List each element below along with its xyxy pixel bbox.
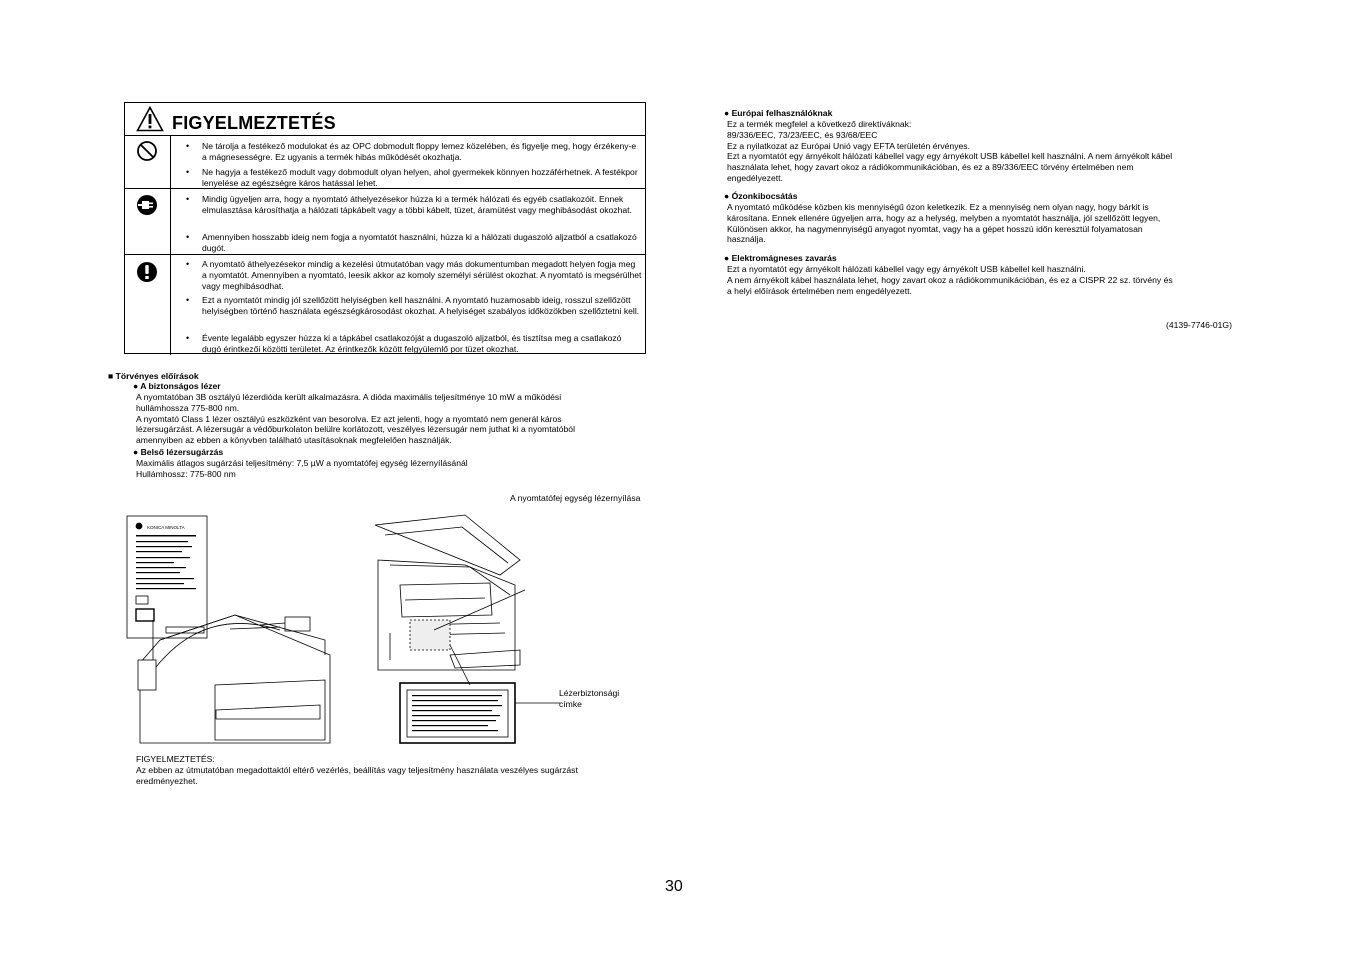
warning-text: Ne hagyja a festékező modult vagy dobmodult olyan helyen, ahol gyermekek könnyen hozzáférhetnek. A festékpor lenyelése az egészségre káros hatással lehet. <box>202 167 638 188</box>
warning-text: Mindig ügyeljen arra, hogy a nyomtató áthelyezésekor húzza ki a termék hálózati és egyéb csatlakozóit. Ennek elmulasztása károsíthatja a hálózati tápkábelt vagy a többi kábelt, tüzet, áramütést vagy meghibásodást okozhat. <box>202 194 632 215</box>
warning-row-handling <box>125 255 645 355</box>
text-line: A nyomtatóban 3B osztályú lézerdióda került alkalmazásra. A dióda maximális teljesítménye 10 mW a működési <box>136 392 562 402</box>
text-line: A nem árnyékolt kábel használata lehet, hogy zavart okoz a rádiókommunikációban, és ez a CISPR 22 sz. törvény és <box>727 274 1173 285</box>
warning-row-storage <box>125 136 645 189</box>
printer-illustration <box>120 505 665 750</box>
text-line: 89/336/EEC, 73/23/EEC, és 93/68/EEC <box>727 129 878 140</box>
emi-heading: ● Elektromágneses zavarás <box>724 253 837 263</box>
warning-text: Ne tárolja a festékező modulokat és az OPC dobmodult floppy lemez közelében, és figyelje meg, hogy érzékeny-e a mágnesességre. Ez ugyanis a termék hibás működését okozhatja. <box>202 141 637 162</box>
laser-safety-text <box>136 392 656 446</box>
ozone-heading: ● Ózonkibocsátás <box>724 191 798 201</box>
prohibited-icon <box>136 140 158 162</box>
text-line: engedélyezett. <box>727 172 783 183</box>
text-line: Ez a nyilatkozat az Európai Unió vagy EFTA területén érvényes. <box>727 140 970 151</box>
bullet: • <box>186 259 190 269</box>
bullet: • <box>186 167 190 177</box>
warning-icon-cell <box>125 255 171 355</box>
text-line: Lézerbiztonsági <box>559 688 620 698</box>
european-text <box>727 119 1247 184</box>
text-line: használja. <box>727 234 766 245</box>
caution-block <box>136 754 656 786</box>
text-line: amennyiben az ebben a könyvben található utasításoknak megfelelően használják. <box>136 435 452 446</box>
bullet: • <box>186 194 190 204</box>
bullet: • <box>186 295 190 305</box>
ozone-text <box>727 202 1247 245</box>
mandatory-icon <box>136 259 158 283</box>
internal-laser-heading: ● Belső lézersugárzás <box>133 447 224 457</box>
bullet: • <box>186 232 190 242</box>
text-line: címke <box>559 698 582 709</box>
warning-row-unplug <box>125 189 645 255</box>
warning-text: Ezt a nyomtatót mindig jól szellőzött helyiségben kell használni. A nyomtató huzamosabb ideig, rosszul szellőzött helyiségben történő használata egészségkárosodást okozhat. A helyiséget szabályos időközökben szellőztetni kell. <box>202 295 640 316</box>
label-callout <box>559 688 619 710</box>
bullet: • <box>186 333 190 343</box>
document-code: (4139-7746-01G) <box>1166 320 1232 330</box>
caution-title: FIGYELMEZTETÉS: <box>136 754 215 764</box>
text-line: Különösen akkor, ha nagymennyiségű anyagot nyomtat, vagy ha a gépet hosszú időn keresztül folyamatosan <box>727 223 1143 234</box>
text-line: lézersugárzást. A lézersugár a védőburkolaton belülre korlátozott, veszélyes lézersugár nem juthat ki a nyomtatóból <box>136 424 575 435</box>
internal-laser-text <box>136 458 656 480</box>
emi-text <box>727 264 1247 296</box>
text-line: A nyomtató működése közben kis mennyiségű ózon keletkezik. Ez a mennyiség nem olyan nagy, hogy bárkit is <box>727 202 1149 212</box>
text-line: használata lehet, hogy zavart okoz a rádiókommunikációban, és ez a 89/336/EEC törvény értelmében nem <box>727 162 1134 173</box>
regulations-heading: ■ Törvényes előírások <box>108 371 199 381</box>
unplug-icon <box>136 193 158 217</box>
european-heading: ● Európai felhasználóknak <box>724 108 833 118</box>
warning-box <box>124 102 646 354</box>
text-line: Ezt a nyomtatót egy árnyékolt hálózati kábellel vagy egy árnyékolt USB kábellel kell használni. A nem árnyékolt kábel <box>727 151 1173 162</box>
warning-triangle-icon <box>136 106 164 132</box>
text-line: a helyi előírások értelmében nem engedélyezett. <box>727 285 912 296</box>
warning-icon-cell <box>125 189 171 254</box>
warning-text: Évente legalább egyszer húzza ki a tápkábel csatlakozóját a dugaszoló aljzatból, és tisztítsa meg a csatlakozó dugó érintkezői közötti területet. Az érintkezők között felgyülemlő por tüzet okozhat. <box>202 333 622 354</box>
text-line: károsítana. Ennek ellenére ügyeljen arra, hogy az a helység, melyben a nyomtatót használja, jól szellőzött legyen, <box>727 212 1161 223</box>
warning-text: Amennyiben hosszabb ideig nem fogja a nyomtatót használni, húzza ki a hálózati dugaszoló aljzatból a csatlakozó dugót. <box>202 232 637 253</box>
warning-title: FIGYELMEZTETÉS <box>172 113 336 133</box>
text-line: Ezt a nyomtatót egy árnyékolt hálózati kábellel vagy egy árnyékolt USB kábellel kell használni. <box>727 264 1086 274</box>
text-line: Az ebben az útmutatóban megadottaktól eltérő vezérlés, beállítás vagy teljesítmény használata veszélyes sugárzást <box>136 764 578 775</box>
page-number: 30 <box>665 878 683 895</box>
text-line: hullámhossza 775-800 nm. <box>136 402 240 413</box>
text-line: A nyomtató Class 1 lézer osztályú eszközként van besorolva. Ez azt jelenti, hogy a nyomtató nem generál káros <box>136 413 562 424</box>
warning-header <box>125 103 645 136</box>
text-line: Hullámhossz: 775-800 nm <box>136 468 236 479</box>
laser-safety-heading: ● A biztonságos lézer <box>133 381 221 391</box>
text-line: Maximális átlagos sugárzási teljesítmény: 7,5 µW a nyomtatófej egység lézernyílásánál <box>136 458 468 468</box>
text-line: eredményezhet. <box>136 775 198 786</box>
aperture-callout: A nyomtatófej egység lézernyílása <box>510 493 641 503</box>
text-line: Ez a termék megfelel a következő direktíváknak: <box>727 119 912 129</box>
label-brand: KONICA MINOLTA <box>147 525 185 530</box>
bullet: • <box>186 141 190 151</box>
warning-text: A nyomtató áthelyezésekor mindig a kezelési útmutatóban vagy más dokumentumban megadott helyen fogja meg a nyomtatót. Amennyiben a nyomtató, leesik akkor az komoly személyi sérülést okozhat. A nyomtató is megsérülhet vagy meghibásodhat. <box>202 259 642 291</box>
warning-icon-cell <box>125 136 171 188</box>
